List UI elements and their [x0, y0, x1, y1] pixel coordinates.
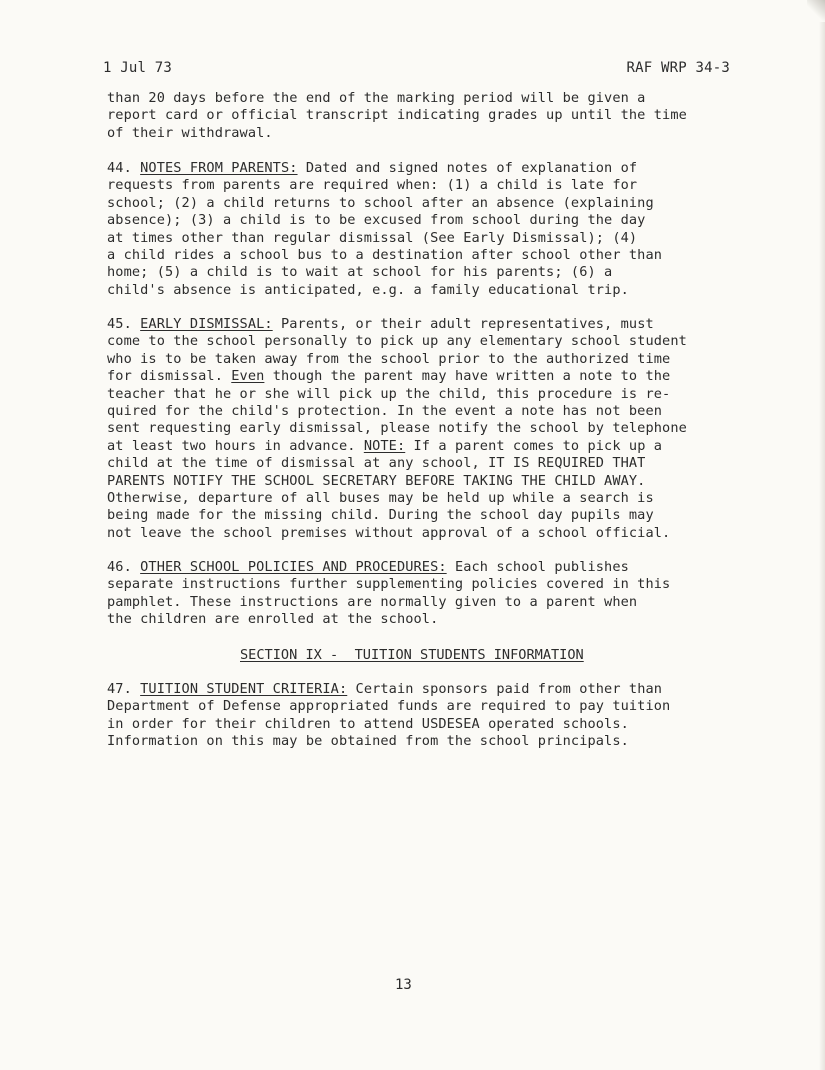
text-line: PARENTS NOTIFY THE SCHOOL SECRETARY BEFORE TAKING THE CHILD AWAY.: [107, 472, 646, 489]
text-segment: though the parent may have written a note to the: [264, 368, 671, 385]
text-line: [107, 368, 747, 385]
text-line: Department of Defense appropriated funds are required to pay tuition: [107, 698, 671, 715]
paragraph-heading: OTHER SCHOOL POLICIES AND PROCEDURES:: [140, 559, 447, 575]
header-doc-id: RAF WRP 34-3: [626, 60, 730, 76]
paragraph-first-line: [107, 559, 747, 576]
text-line: Otherwise, departure of all buses may be held up while a search is: [107, 490, 654, 507]
text-line: teacher that he or she will pick up the child, this procedure is re-: [107, 385, 671, 402]
paragraph-first-line: [107, 316, 747, 333]
text-line: a child rides a school bus to a destination after school other than: [107, 247, 663, 264]
text-line: child's absence is anticipated, e.g. a family educational trip.: [107, 281, 629, 298]
text-segment: Dated and signed notes of explanation of: [297, 160, 638, 176]
text-line: requests from parents are required when: (1) a child is late for: [107, 177, 638, 194]
text-line: pamphlet. These instructions are normally given to a parent when: [107, 593, 638, 610]
text-line: school; (2) a child returns to school after an absence (explaining: [107, 194, 654, 211]
paragraph-44: [107, 160, 747, 299]
text-line: being made for the missing child. During the school day pupils may: [107, 507, 654, 524]
paragraph-first-line: [107, 160, 747, 177]
text-segment: at least two hours in advance.: [107, 437, 364, 454]
text-line: home; (5) a child is to wait at school for his parents; (6) a: [107, 264, 613, 281]
paragraph-number: 45.: [107, 316, 141, 332]
section-title: SECTION IX - TUITION STUDENTS INFORMATION: [240, 647, 584, 663]
text-line: separate instructions further supplementing policies covered in this: [107, 576, 671, 593]
text-segment: for dismissal.: [107, 368, 232, 385]
paragraph-45: [107, 316, 747, 542]
text-line: quired for the child's protection. In the event a note has not been: [107, 403, 663, 420]
text-line: not leave the school premises without approval of a school official.: [107, 524, 671, 541]
paragraph-heading: TUITION STUDENT CRITERIA:: [140, 681, 348, 697]
paragraph-heading: NOTES FROM PARENTS:: [140, 160, 298, 176]
text-line: the children are enrolled at the school.: [107, 611, 439, 628]
text-line: absence); (3) a child is to be excused from school during the day: [107, 212, 646, 229]
text-segment: Certain sponsors paid from other than: [347, 681, 663, 697]
paragraph-number: 47.: [107, 681, 141, 697]
paragraph-heading: EARLY DISMISSAL:: [140, 316, 273, 332]
header-date: 1 Jul 73: [103, 60, 173, 76]
text-line: at times other than regular dismissal (See Early Dismissal); (4): [107, 229, 638, 246]
text-segment: Each school publishes: [446, 559, 629, 575]
paragraph-number: 46.: [107, 559, 141, 575]
text-line: than 20 days before the end of the marking period will be given a: [107, 90, 646, 106]
text-line: come to the school personally to pick up any elementary school student: [107, 333, 687, 350]
text-segment: If a parent comes to pick up a: [405, 437, 663, 454]
text-line: of their withdrawal.: [107, 124, 273, 141]
text-line: in order for their children to attend USDESEA operated schools.: [107, 715, 629, 732]
page-corner-fold: [807, 0, 825, 22]
text-line: child at the time of dismissal at any school, IT IS REQUIRED THAT: [107, 455, 646, 472]
note-label: NOTE:: [363, 437, 406, 454]
text-segment: Parents, or their adult representatives, must: [272, 316, 654, 332]
text-line: [107, 438, 747, 455]
text-line: report card or official transcript indicating grades up until the time: [107, 107, 687, 124]
paragraph-number: 44.: [107, 160, 141, 176]
text-line: sent requesting early dismissal, please notify the school by telephone: [107, 420, 687, 437]
continuation-paragraph: [107, 90, 747, 142]
text-line: Information on this may be obtained from the school principals.: [107, 733, 629, 750]
paragraph-46: [107, 559, 747, 629]
paragraph-first-line: [107, 681, 747, 698]
text-line: who is to be taken away from the school prior to the authorized time: [107, 350, 671, 367]
underlined-word: Even: [231, 368, 265, 385]
page-number: 13: [395, 977, 412, 993]
paragraph-47: [107, 681, 747, 751]
page-edge-shadow: [819, 0, 825, 1070]
